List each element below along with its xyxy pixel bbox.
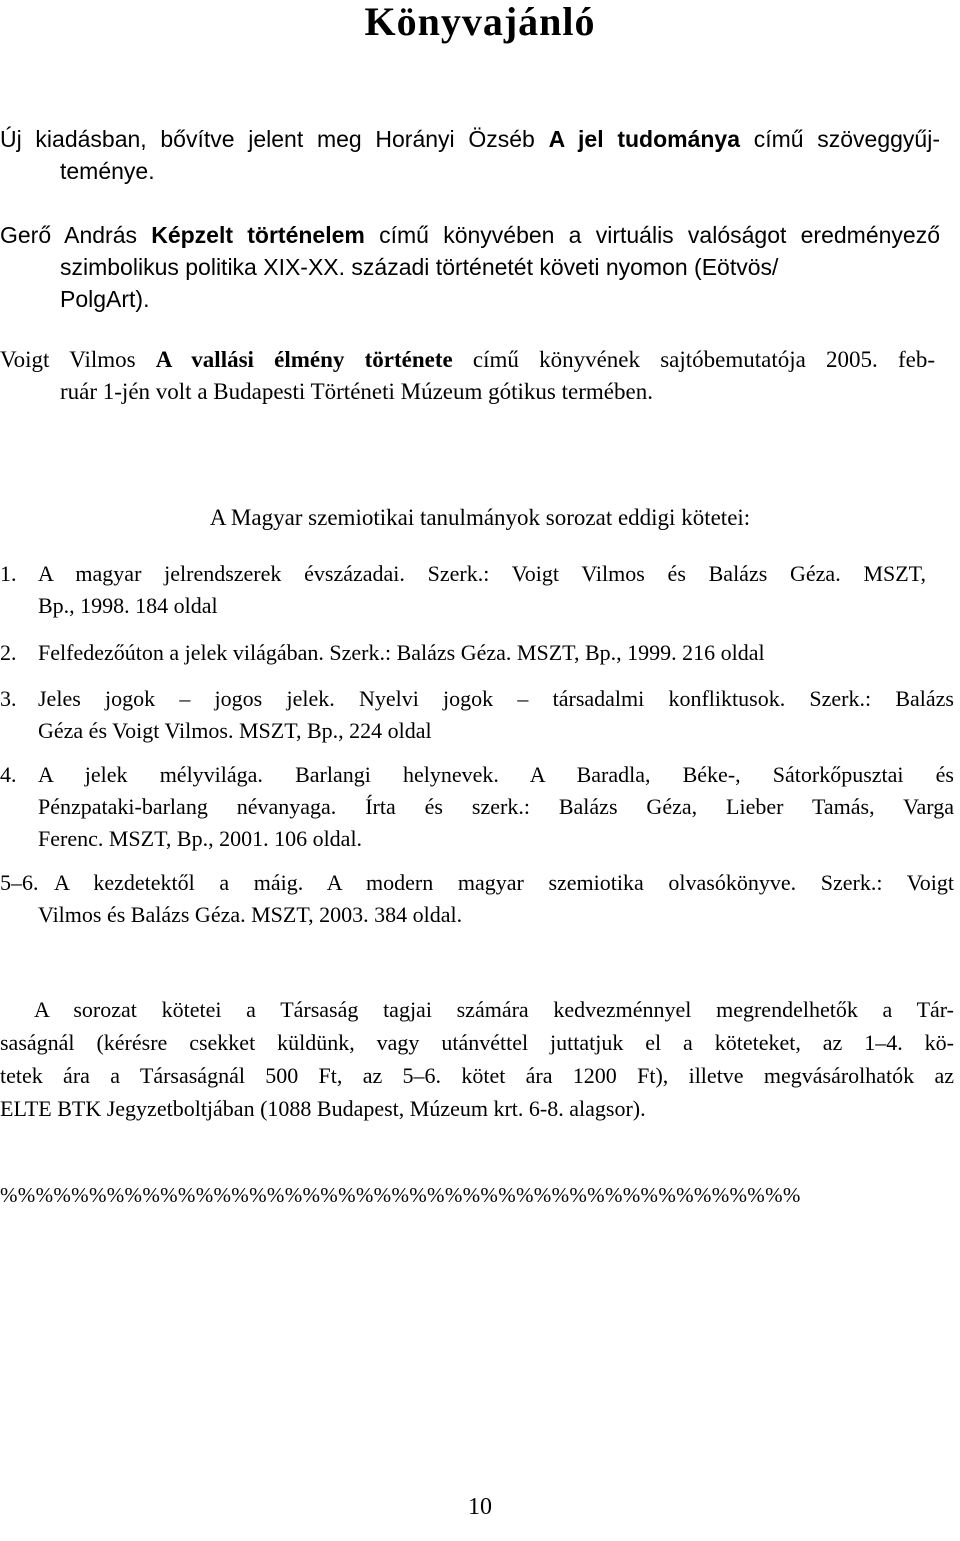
paragraph-line bbox=[0, 123, 940, 155]
item-line: A jelek mélyvilága. Barlangi helynevek. A Baradla, Béke-, Sátorkőpusztai és bbox=[38, 762, 954, 787]
book-title: Képzelt történelem bbox=[151, 222, 365, 248]
item-number: 2. bbox=[0, 640, 17, 665]
text-span: című szöveggyűj- bbox=[740, 126, 940, 152]
paragraph-line: szimbolikus politika XIX-XX. századi történetét követi nyomon (Eötvös/ bbox=[60, 254, 779, 280]
item-line: Géza és Voigt Vilmos. MSZT, Bp., 224 oldal bbox=[38, 718, 432, 743]
text-span: Új kiadásban, bővítve jelent meg Horányi Özséb bbox=[0, 126, 549, 152]
page-number: 10 bbox=[468, 1494, 492, 1520]
paragraph-line: saságnál (kérésre csekket küldünk, vagy utánvéttel juttatjuk el a köteteket, az 1–4. kö- bbox=[0, 1030, 954, 1055]
paragraph-line: A sorozat kötetei a Társaság tagjai számára kedvezménnyel megrendelhetők a Tár- bbox=[34, 997, 954, 1022]
paragraph-line: PolgArt). bbox=[60, 286, 150, 312]
paragraph-line: ruár 1-jén volt a Budapesti Történeti Múzeum gótikus termében. bbox=[60, 379, 653, 404]
book-title: A jel tudománya bbox=[548, 126, 740, 152]
text-span: című könyvében a virtuális valóságot eredményező bbox=[364, 222, 940, 248]
item-line: A kezdetektől a máig. A modern magyar szemiotika olvasókönyve. Szerk.: Voigt bbox=[54, 870, 954, 895]
text-span: című könyvének sajtóbemutatója 2005. feb- bbox=[452, 347, 936, 372]
paragraph-line: tetek ára a Társaságnál 500 Ft, az 5–6. kötet ára 1200 Ft), illetve megvásárolhatók az bbox=[0, 1063, 954, 1088]
text-span: Voigt Vilmos bbox=[0, 347, 156, 372]
percent-separator: %%%%%%%%%%%%%%%%%%%%%%%%%%%%%%%%%%%%%%%%%%%%% bbox=[0, 1183, 801, 1207]
paragraph-line bbox=[0, 344, 935, 376]
item-line: Felfedezőúton a jelek világában. Szerk.: Balázs Géza. MSZT, Bp., 1999. 216 oldal bbox=[38, 640, 765, 665]
item-line: Pénzpataki-barlang névanyaga. Írta és szerk.: Balázs Géza, Lieber Tamás, Varga bbox=[38, 794, 954, 819]
series-heading: A Magyar szemiotikai tanulmányok sorozat eddigi kötetei: bbox=[209, 505, 751, 530]
item-line: Vilmos és Balázs Géza. MSZT, 2003. 384 oldal. bbox=[38, 902, 463, 927]
item-number: 4. bbox=[0, 762, 17, 787]
item-number: 5–6. bbox=[0, 870, 39, 895]
book-title: A vallási élmény története bbox=[155, 347, 453, 372]
paragraph-line: teménye. bbox=[60, 158, 155, 184]
page-title: Könyvajánló bbox=[364, 0, 596, 44]
item-line: Jeles jogok – jogos jelek. Nyelvi jogok – társadalmi konfliktusok. Szerk.: Balázs bbox=[38, 686, 954, 711]
item-line: Ferenc. MSZT, Bp., 2001. 106 oldal. bbox=[38, 826, 363, 851]
item-line: Bp., 1998. 184 oldal bbox=[38, 593, 218, 618]
item-number: 1. bbox=[0, 561, 17, 586]
item-line: A magyar jelrendszerek évszázadai. Szerk.: Voigt Vilmos és Balázs Géza. MSZT, bbox=[38, 561, 926, 586]
text-span: Gerő András bbox=[0, 222, 152, 248]
item-number: 3. bbox=[0, 686, 17, 711]
paragraph-line: ELTE BTK Jegyzetboltjában (1088 Budapest, Múzeum krt. 6-8. alagsor). bbox=[0, 1096, 646, 1121]
paragraph-line bbox=[0, 219, 940, 251]
